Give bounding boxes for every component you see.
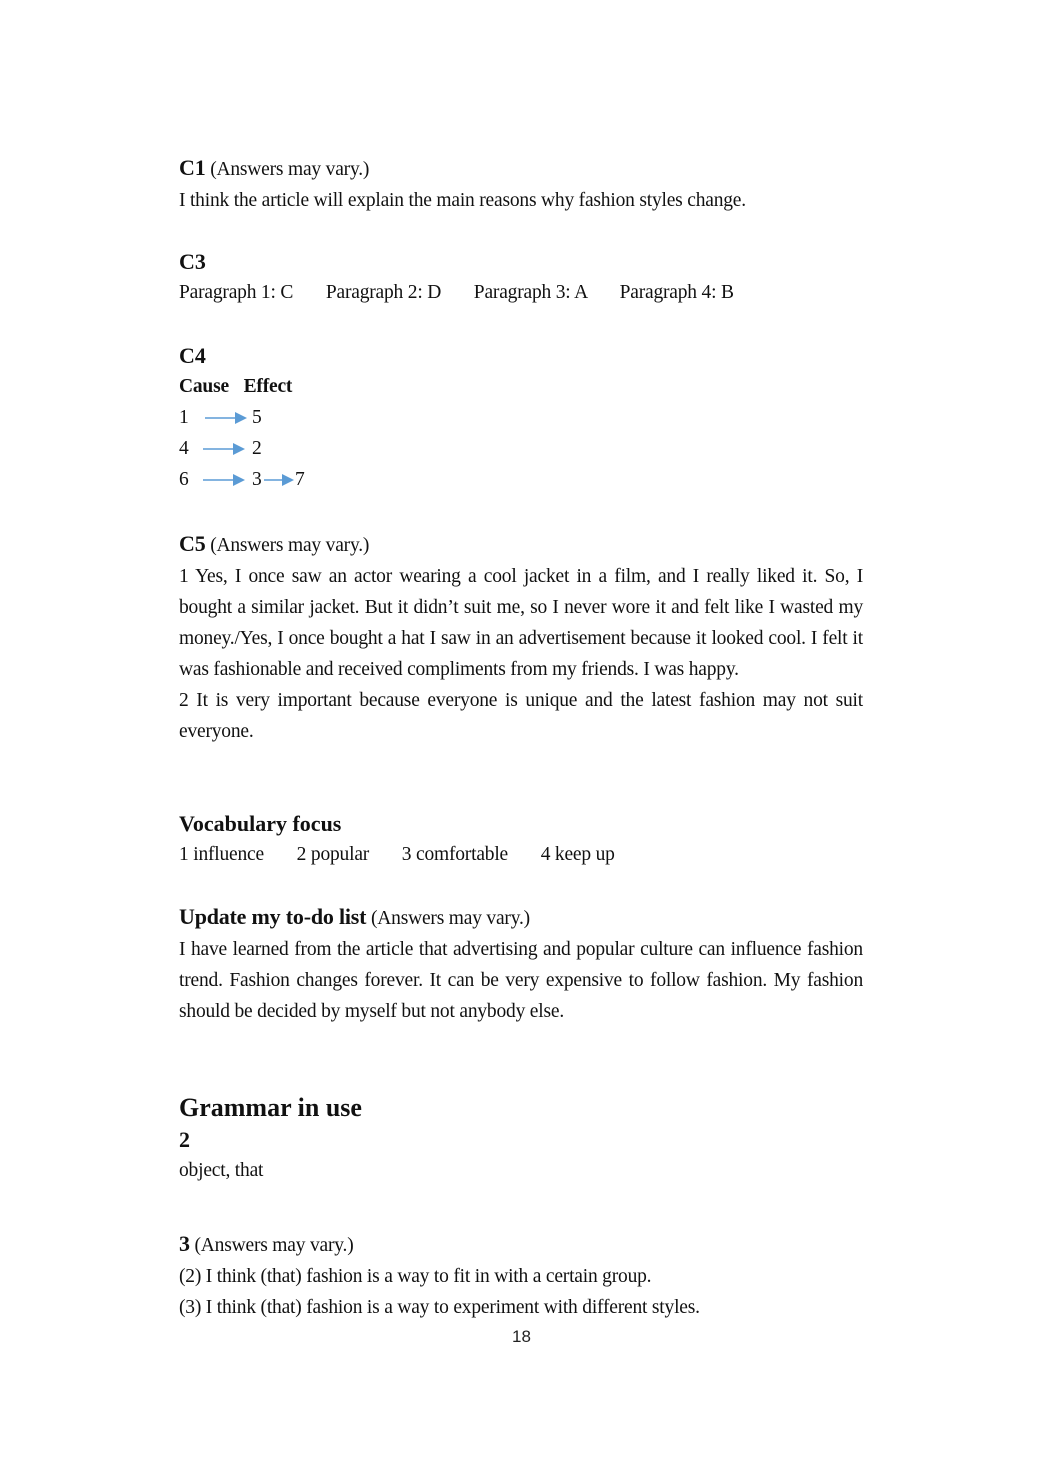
- c1-heading-line: [179, 152, 863, 185]
- c3-answer-item: Paragraph 1: C: [179, 282, 294, 303]
- c4-row: [179, 433, 863, 464]
- c4-column-headers: [179, 371, 863, 402]
- section-c3: [179, 246, 863, 308]
- vocab-answers: [179, 839, 863, 870]
- grammar-q3-heading: 3: [179, 1231, 190, 1256]
- section-todo: [179, 901, 863, 1027]
- c4-next-effect: 7: [295, 469, 305, 490]
- c3-answer-item: Paragraph 2: D: [325, 282, 442, 303]
- vocab-item: 3 comfortable: [401, 844, 508, 865]
- c4-effect-header: Effect: [243, 376, 293, 397]
- c4-cause: 1: [179, 407, 189, 428]
- c4-cause-header: Cause: [179, 376, 229, 397]
- grammar-q3-answer: (3) I think (that) fashion is a way to experiment with different styles.: [179, 1297, 700, 1318]
- c4-effect: 3: [252, 469, 262, 490]
- page-number: 18: [512, 1327, 531, 1346]
- arrow-right-icon: [264, 473, 294, 487]
- vocab-item: 4 keep up: [540, 844, 615, 865]
- section-c4: [179, 340, 863, 495]
- c5-answer-1: 1 Yes, I once saw an actor wearing a cool jacket in a film, and I really liked it. So, I bought a similar jacket. But it didn’t suit me, so I never wore it and felt like I wasted my money./Yes, I once bought a hat I saw in an advertisement because it looked cool. I felt it was fashionable and received compliments from my friends. I was happy.: [179, 566, 863, 680]
- arrow-right-icon: [205, 411, 247, 425]
- arrow-right-icon: [203, 473, 245, 487]
- grammar-q3-note: (Answers may vary.): [194, 1235, 354, 1256]
- c4-row: [179, 464, 863, 495]
- c5-note: (Answers may vary.): [210, 535, 370, 556]
- c4-effect: 5: [252, 407, 262, 428]
- c4-effect: 2: [252, 438, 262, 459]
- section-c5: [179, 528, 863, 747]
- todo-heading: Update my to-do list: [179, 904, 367, 929]
- grammar-q2-heading: 2: [179, 1127, 190, 1152]
- c1-answer: I think the article will explain the main reasons why fashion styles change.: [179, 190, 746, 211]
- vocab-item: 1 influence: [179, 844, 264, 865]
- grammar-q2-answer: object, that: [179, 1160, 264, 1181]
- grammar-title: Grammar in use: [179, 1093, 362, 1122]
- section-c1: [179, 152, 863, 216]
- arrow-right-icon: [203, 442, 245, 456]
- c3-answer-item: Paragraph 3: A: [473, 282, 587, 303]
- c3-heading: C3: [179, 249, 206, 274]
- grammar-q3-answer: (2) I think (that) fashion is a way to fit in with a certain group.: [179, 1266, 652, 1287]
- vocab-item: 2 popular: [296, 844, 370, 865]
- todo-heading-line: [179, 901, 863, 934]
- c1-note: (Answers may vary.): [210, 159, 370, 180]
- section-grammar: [179, 1091, 863, 1186]
- todo-answer: I have learned from the article that advertising and popular culture can influence fashion trend. Fashion changes forever. It can be very expensive to follow fashion. My fashion should be decided by myself but not anybody else.: [179, 939, 863, 1022]
- c5-answer-2: 2 It is very important because everyone is unique and the latest fashion may not suit everyone.: [179, 690, 863, 742]
- c4-heading: C4: [179, 343, 206, 368]
- todo-note: (Answers may vary.): [370, 908, 530, 929]
- c5-heading-line: [179, 528, 863, 561]
- c3-answers: [179, 277, 863, 308]
- vocab-heading: Vocabulary focus: [179, 811, 342, 836]
- c5-heading: C5: [179, 531, 206, 556]
- c1-heading: C1: [179, 155, 206, 180]
- c4-cause: 6: [179, 469, 189, 490]
- section-grammar-q3: [179, 1228, 863, 1323]
- c3-answer-item: Paragraph 4: B: [619, 282, 734, 303]
- c4-cause: 4: [179, 438, 189, 459]
- c4-row: [179, 402, 863, 433]
- grammar-q3-heading-line: [179, 1228, 863, 1261]
- section-vocabulary: [179, 808, 863, 870]
